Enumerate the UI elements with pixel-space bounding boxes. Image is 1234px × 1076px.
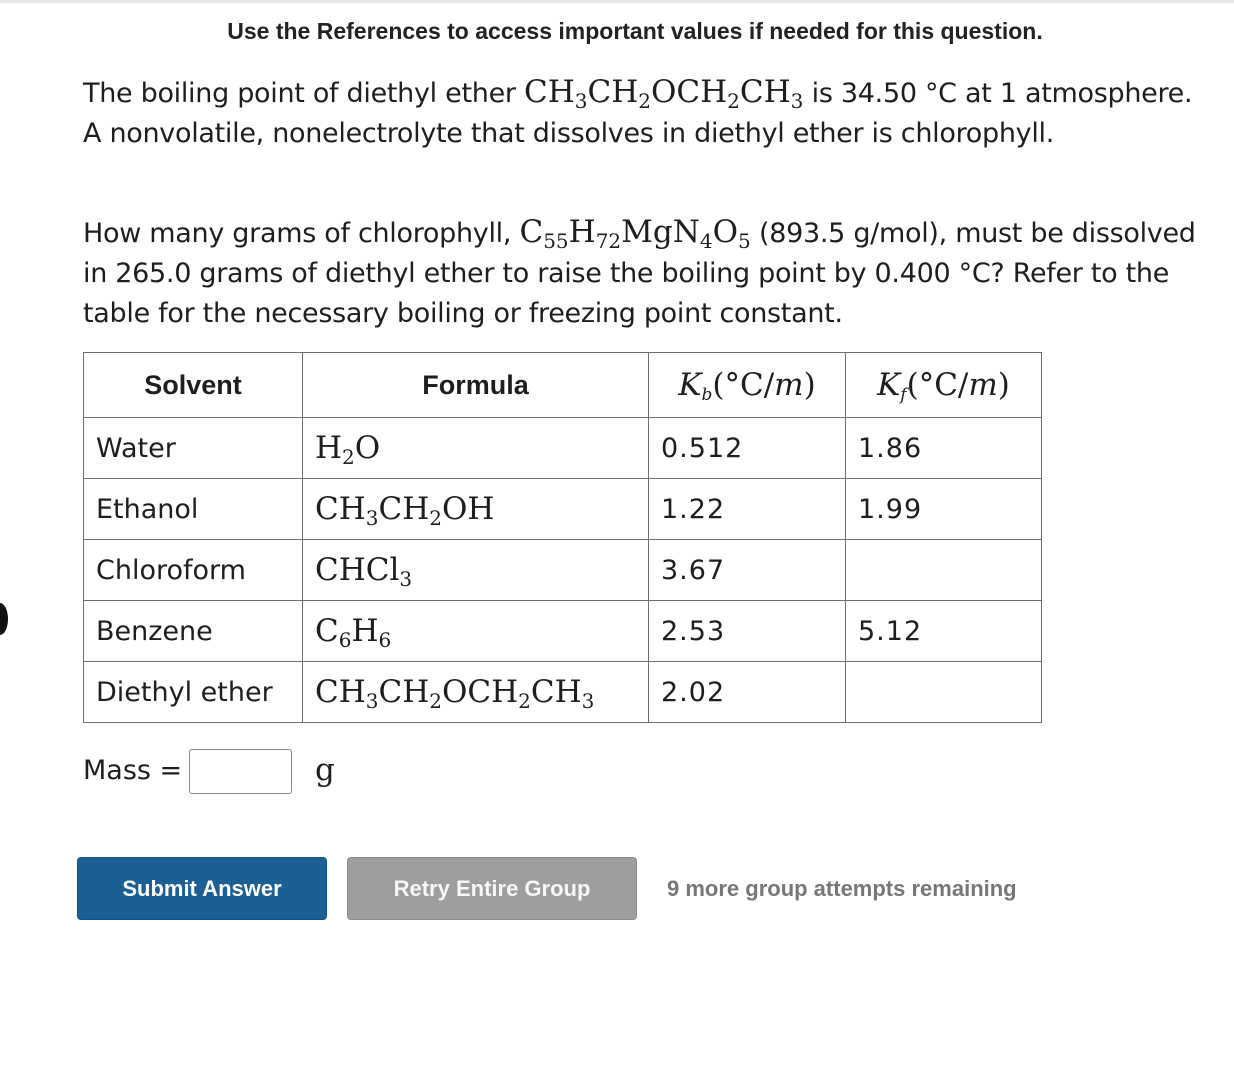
question-paragraph-2	[83, 212, 1203, 334]
cell-formula: $CH_3CH_2OH$	[303, 479, 649, 540]
cell-kf	[846, 662, 1042, 723]
cell-solvent: Ethanol	[84, 479, 303, 540]
header-solvent: Solvent	[84, 353, 303, 418]
top-divider	[0, 0, 1234, 3]
table-row	[84, 662, 1042, 723]
question-paragraph-1	[83, 72, 1203, 154]
cell-formula: $CH_3CH_2OCH_2CH_3$	[303, 662, 649, 723]
submit-answer-button[interactable]: Submit Answer	[77, 857, 327, 920]
p1-text-after: is 34.50 °C at 1 atmosphere. A nonvolatile, nonelectrolyte that dissolves in diethyl ether is chlorophyll.	[83, 78, 1193, 149]
cell-solvent: Diethyl ether	[84, 662, 303, 723]
cell-solvent: Chloroform	[84, 540, 303, 601]
table-row	[84, 418, 1042, 479]
cell-kb: 2.02	[649, 662, 846, 723]
cell-kf: 5.12	[846, 601, 1042, 662]
table-row	[84, 540, 1042, 601]
table-row	[84, 601, 1042, 662]
cell-kb: 1.22	[649, 479, 846, 540]
chlorophyll-formula: $C_{55}H_{72}MgN_4O_5$	[519, 214, 751, 253]
header-kf: $K_f(^\circ C/m)$	[846, 353, 1042, 418]
header-kb: $K_b(^\circ C/m)$	[649, 353, 846, 418]
cell-kb: 2.53	[649, 601, 846, 662]
references-notice: Use the References to access important values if needed for this question.	[227, 18, 1043, 44]
attempts-remaining: 9 more group attempts remaining	[667, 876, 1017, 901]
mass-label: Mass =	[83, 755, 183, 786]
mass-input[interactable]	[189, 749, 292, 794]
cell-formula: $C_6H_6$	[303, 601, 649, 662]
cell-kb: 3.67	[649, 540, 846, 601]
constants-table	[83, 352, 1042, 723]
cell-kf: 1.99	[846, 479, 1042, 540]
p1-text-before: The boiling point of diethyl ether	[83, 78, 524, 109]
cell-formula: $H_2O$	[303, 418, 649, 479]
cell-kf	[846, 540, 1042, 601]
diethyl-ether-formula: $CH_3CH_2OCH_2CH_3$	[523, 74, 804, 113]
table-row	[84, 479, 1042, 540]
p2-text-after: (893.5 g/mol), must be dissolved in 265.0 grams of diethyl ether to raise the boiling point by 0.400 °C? Refer to the table for the necessary boiling or freezing point constant.	[83, 218, 1196, 329]
table-header-row	[84, 353, 1042, 418]
cell-solvent: Benzene	[84, 601, 303, 662]
cell-kf: 1.86	[846, 418, 1042, 479]
cell-formula: CHCl$_3$	[303, 540, 649, 601]
cell-kb: 0.512	[649, 418, 846, 479]
retry-entire-group-button[interactable]: Retry Entire Group	[347, 857, 637, 920]
p2-text-before: How many grams of chlorophyll,	[83, 218, 520, 249]
header-formula: Formula	[303, 353, 649, 418]
mass-unit: g	[315, 752, 335, 788]
left-edge-marker	[0, 603, 8, 635]
cell-solvent: Water	[84, 418, 303, 479]
